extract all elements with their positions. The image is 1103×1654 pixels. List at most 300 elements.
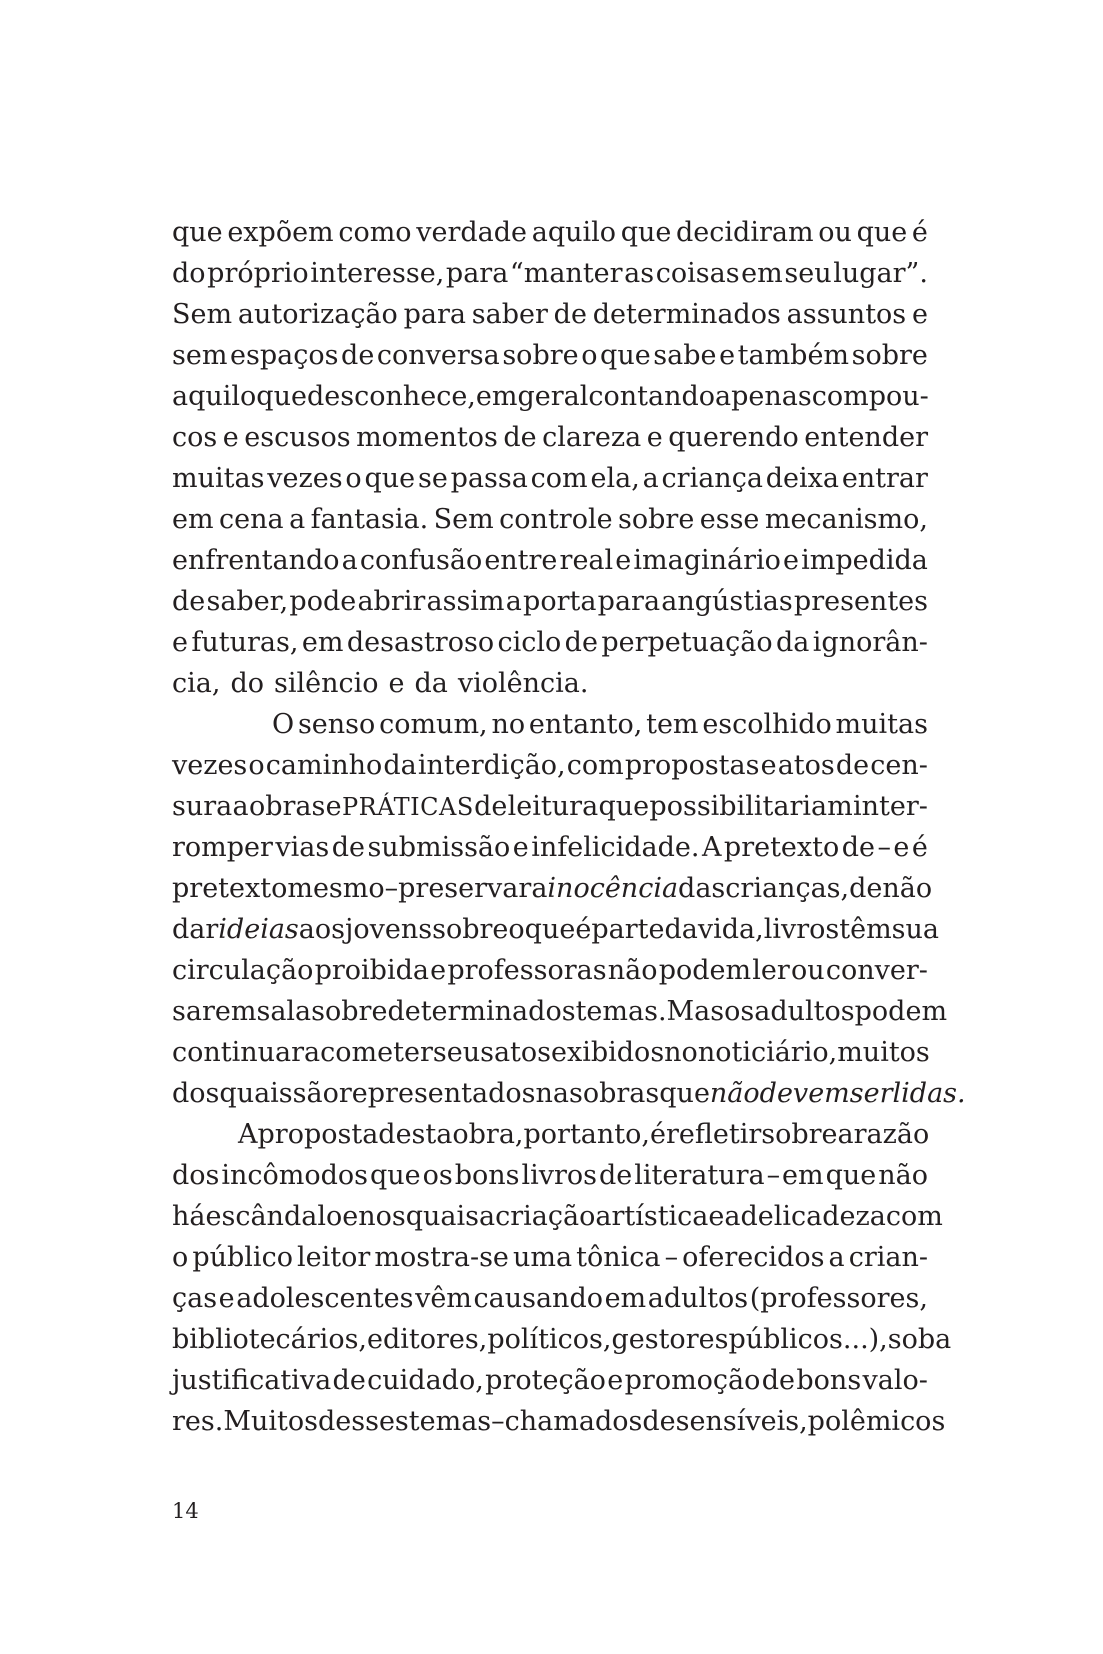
word: pretexto xyxy=(172,873,288,904)
small-caps-word: PRÁTICAS xyxy=(341,793,474,821)
word: próprio xyxy=(207,258,309,289)
word: sabe xyxy=(653,340,717,371)
text-line xyxy=(172,827,928,868)
word: vezes xyxy=(267,463,343,494)
word: dar xyxy=(172,914,219,945)
word: desconhece, xyxy=(306,381,476,412)
word: o xyxy=(508,914,525,945)
word: de xyxy=(849,873,883,904)
word: o xyxy=(345,463,362,494)
word: infelicidade. xyxy=(531,832,700,863)
word: ou xyxy=(791,955,825,986)
text-line xyxy=(172,1360,928,1401)
word: que xyxy=(620,217,672,248)
word: a xyxy=(935,1324,952,1355)
word: crian- xyxy=(848,1242,928,1273)
word: vida, xyxy=(697,914,764,945)
word: bons xyxy=(796,1365,862,1396)
word: proteção xyxy=(485,1365,606,1396)
word: leitor xyxy=(297,1242,371,1273)
word: é xyxy=(911,832,928,863)
word: sobre xyxy=(761,1119,838,1150)
word: entender xyxy=(804,422,928,453)
word: e xyxy=(893,832,910,863)
word: se xyxy=(417,463,448,494)
word: é xyxy=(575,914,592,945)
word: e xyxy=(615,545,632,576)
word: ela, xyxy=(590,463,640,494)
word: tônica xyxy=(576,1242,661,1273)
word: oferecidos xyxy=(682,1242,825,1273)
word: ler xyxy=(752,955,790,986)
word: fantasia. xyxy=(310,504,429,535)
word: e xyxy=(325,791,342,822)
word: em xyxy=(475,381,518,412)
word: noticiário, xyxy=(697,1037,838,1068)
word: quais xyxy=(219,1078,293,1109)
word: da xyxy=(414,668,448,699)
italic-word: não xyxy=(709,1078,760,1109)
word: coisas xyxy=(655,258,740,289)
word: sobre xyxy=(432,914,509,945)
word: circulação xyxy=(172,955,314,986)
word: a xyxy=(828,1242,845,1273)
word: que xyxy=(524,914,576,945)
word: e xyxy=(218,1283,235,1314)
word: quais xyxy=(405,1201,479,1232)
word: Mas xyxy=(666,996,725,1027)
word: com xyxy=(885,1201,943,1232)
word: Sem xyxy=(172,299,233,330)
word: que xyxy=(598,791,650,822)
word: porta xyxy=(523,586,597,617)
word: – xyxy=(491,1406,505,1437)
word: querendo xyxy=(668,422,799,453)
word: para xyxy=(403,299,466,330)
word: sob xyxy=(887,1324,936,1355)
word: conver- xyxy=(825,955,928,986)
word: jovens xyxy=(345,914,433,945)
word: pretexto xyxy=(723,832,840,863)
text-line xyxy=(172,950,928,991)
word: ou xyxy=(818,217,852,248)
word: dos xyxy=(172,1160,220,1191)
word: em xyxy=(782,1160,824,1191)
word: e xyxy=(222,422,239,453)
word: muitas xyxy=(835,709,928,740)
word: proposta xyxy=(257,1119,379,1150)
word: a xyxy=(642,463,659,494)
word: pode xyxy=(289,586,357,617)
word: cuidado, xyxy=(367,1365,484,1396)
word: assuntos xyxy=(786,299,907,330)
word: – xyxy=(766,1160,781,1191)
text-line xyxy=(172,745,928,786)
word: controle xyxy=(499,504,613,535)
word: no xyxy=(664,1037,698,1068)
italic-word: devem xyxy=(759,1078,850,1109)
word: determinados xyxy=(387,996,576,1027)
word: desta xyxy=(378,1119,453,1150)
italic-word: ideias xyxy=(218,914,299,945)
word: passa xyxy=(450,463,528,494)
word: enfrentando xyxy=(172,545,340,576)
word: dos xyxy=(172,1078,220,1109)
word: A xyxy=(701,832,722,863)
word: deixa xyxy=(765,463,839,494)
word: em xyxy=(604,1283,647,1314)
word: cia, xyxy=(172,668,221,699)
word: do xyxy=(230,668,264,699)
word: não xyxy=(882,873,933,904)
word: de xyxy=(341,340,375,371)
italic-word: inocência xyxy=(547,873,679,904)
word: que xyxy=(856,217,908,248)
word: há xyxy=(172,1201,206,1232)
word: de xyxy=(835,750,870,781)
word: e xyxy=(911,299,928,330)
word: das xyxy=(678,873,726,904)
word: sobre xyxy=(618,504,695,535)
word: artística xyxy=(595,1201,709,1232)
word: saber xyxy=(471,299,548,330)
word: imaginário xyxy=(633,545,781,576)
word: criação xyxy=(495,1201,596,1232)
word: o xyxy=(581,340,598,371)
word: – xyxy=(664,1242,679,1273)
word: abrir xyxy=(357,586,426,617)
word: os xyxy=(724,996,755,1027)
word: que xyxy=(364,463,416,494)
word: e xyxy=(719,340,736,371)
text-line xyxy=(172,417,928,458)
text-line xyxy=(172,663,928,704)
word: aos xyxy=(298,914,346,945)
text-line xyxy=(172,294,928,335)
word: públicos...), xyxy=(728,1324,888,1355)
word: sura xyxy=(172,791,233,822)
word: espaços xyxy=(230,340,339,371)
word: vêm xyxy=(415,1283,472,1314)
word: vezes xyxy=(172,750,248,781)
word: têm xyxy=(839,914,892,945)
word: atos xyxy=(493,1037,552,1068)
word: uma xyxy=(512,1242,573,1273)
word: podem xyxy=(658,955,752,986)
word: e xyxy=(783,545,799,576)
word: com xyxy=(530,463,588,494)
word: submissão xyxy=(367,832,511,863)
word: ças xyxy=(172,1283,218,1314)
word: entanto, xyxy=(528,709,643,740)
word: silêncio xyxy=(273,668,379,699)
word: sala xyxy=(256,996,312,1027)
word: saber, xyxy=(206,586,289,617)
word: nas xyxy=(535,1078,583,1109)
word: cometer xyxy=(320,1037,433,1068)
word: leitura xyxy=(507,791,599,822)
word: de xyxy=(564,627,598,658)
word: de xyxy=(331,832,365,863)
word: criança xyxy=(661,463,763,494)
word: sobre xyxy=(502,340,579,371)
word: para xyxy=(597,586,661,617)
text-line xyxy=(172,540,928,581)
word: expõem xyxy=(227,217,334,248)
word: para xyxy=(445,258,509,289)
word: presentes xyxy=(793,586,928,617)
word: crianças, xyxy=(725,873,850,904)
word: temas. xyxy=(575,996,667,1027)
word: preservar xyxy=(398,873,532,904)
word: gestores xyxy=(611,1324,729,1355)
word: entrar xyxy=(841,463,928,494)
word: apenas xyxy=(715,381,812,412)
word: Muitos xyxy=(223,1406,318,1437)
text-line xyxy=(172,1114,928,1155)
word: entre xyxy=(484,545,558,576)
word: obras xyxy=(582,1078,660,1109)
text-line xyxy=(172,1237,928,1278)
word: A xyxy=(238,1119,258,1150)
word: pou- xyxy=(868,381,929,412)
word: esse xyxy=(699,504,760,535)
word: Sem xyxy=(433,504,494,535)
word: professoras xyxy=(447,955,607,986)
text-line xyxy=(172,704,928,745)
word: a xyxy=(531,873,548,904)
text-line xyxy=(172,458,928,499)
word: a xyxy=(289,504,306,535)
text-line xyxy=(172,1319,952,1360)
word: adolescentes xyxy=(236,1283,414,1314)
text-line xyxy=(172,1155,928,1196)
word: com xyxy=(566,750,624,781)
word: desastroso xyxy=(346,627,495,658)
word: sobre xyxy=(311,996,388,1027)
word: conversa xyxy=(376,340,500,371)
text-line xyxy=(172,1401,946,1442)
word: que xyxy=(600,340,651,371)
word: e xyxy=(646,422,663,453)
word: que xyxy=(172,217,223,248)
word: com xyxy=(811,381,869,412)
text-line xyxy=(172,868,933,909)
word: refletir xyxy=(665,1119,762,1150)
word: de xyxy=(172,586,206,617)
word: sem xyxy=(172,340,228,371)
word: de xyxy=(599,1160,633,1191)
word: exibidos xyxy=(551,1037,665,1068)
word: obra, xyxy=(452,1119,524,1150)
word: vias xyxy=(275,832,330,863)
word: a xyxy=(505,586,522,617)
word: geral xyxy=(517,381,589,412)
word: interdição, xyxy=(417,750,566,781)
word: a xyxy=(724,1201,741,1232)
word: podem xyxy=(854,996,948,1027)
word: perpetuação xyxy=(601,627,773,658)
word: determinados xyxy=(592,299,781,330)
word: a xyxy=(232,791,249,822)
word: cos xyxy=(172,422,218,453)
word: seus xyxy=(432,1037,494,1068)
word: editores, xyxy=(367,1324,488,1355)
word: e xyxy=(607,1365,624,1396)
word: da xyxy=(776,627,810,658)
text-line xyxy=(172,991,948,1032)
word: a xyxy=(478,1201,496,1232)
word: é xyxy=(911,217,928,248)
word: – xyxy=(877,832,891,863)
word: aquilo xyxy=(172,381,257,412)
word: escolhido xyxy=(702,709,832,740)
word: sobre xyxy=(851,340,928,371)
word: que xyxy=(659,1078,710,1109)
word: chamados xyxy=(504,1406,643,1437)
word: que xyxy=(370,1160,421,1191)
word: em xyxy=(301,627,344,658)
word: mecanismo, xyxy=(764,504,928,535)
word: valo- xyxy=(862,1365,928,1396)
text-line xyxy=(172,335,928,376)
word: polêmicos xyxy=(807,1406,946,1437)
text-line xyxy=(172,212,928,253)
word: razão xyxy=(853,1119,930,1150)
word: escusos xyxy=(244,422,351,453)
word: os xyxy=(422,1160,453,1191)
text-line xyxy=(172,622,928,663)
text-line xyxy=(172,253,928,294)
word: sar xyxy=(172,996,215,1027)
word: escândalo xyxy=(205,1201,343,1232)
word: possibilitariam xyxy=(649,791,853,822)
word: momentos xyxy=(356,422,498,453)
word: seu xyxy=(784,258,832,289)
word: são xyxy=(292,1078,339,1109)
word: promoção xyxy=(624,1365,761,1396)
body-text xyxy=(172,212,966,1442)
word: clareza xyxy=(542,422,642,453)
text-line xyxy=(172,786,928,827)
text-line xyxy=(172,1196,943,1237)
text-line xyxy=(172,1032,928,1073)
word: no xyxy=(491,709,526,740)
word: ignorân- xyxy=(812,627,928,658)
text-line xyxy=(172,581,928,622)
word: e xyxy=(342,1201,359,1232)
word: incômodos xyxy=(221,1160,369,1191)
word: portanto, xyxy=(523,1119,650,1150)
word: de xyxy=(642,1406,676,1437)
word: delicadeza xyxy=(740,1201,886,1232)
word: muitas xyxy=(172,463,265,494)
word: que xyxy=(256,381,307,412)
word: muitos xyxy=(837,1037,930,1068)
word: políticos, xyxy=(487,1324,612,1355)
word: angústias xyxy=(661,586,793,617)
word: violência. xyxy=(457,668,589,699)
word: senso xyxy=(297,709,376,740)
word: – xyxy=(384,873,399,904)
text-line xyxy=(172,1278,928,1319)
word: confusão xyxy=(359,545,483,576)
word: continuar xyxy=(172,1037,305,1068)
word: obras xyxy=(248,791,326,822)
word: do xyxy=(172,258,206,289)
word: sua xyxy=(891,914,940,945)
word: em xyxy=(214,996,257,1027)
word: mostra-se xyxy=(374,1242,509,1273)
italic-word: lidas. xyxy=(892,1078,966,1109)
word: bons xyxy=(454,1160,520,1191)
word: e xyxy=(430,955,447,986)
word: em xyxy=(172,504,214,535)
word: o xyxy=(172,1242,189,1273)
word: o xyxy=(248,750,265,781)
word: representados xyxy=(338,1078,536,1109)
word: contando xyxy=(588,381,716,412)
word: não xyxy=(607,955,658,986)
word: “manter xyxy=(509,258,623,289)
word: atos xyxy=(777,750,835,781)
word: é xyxy=(650,1119,666,1150)
word: romper xyxy=(172,832,273,863)
word: de xyxy=(761,1365,796,1396)
page-number: 14 xyxy=(172,1499,199,1523)
word: sensíveis, xyxy=(675,1406,808,1437)
word: que xyxy=(825,1160,877,1191)
word: livros xyxy=(763,914,840,945)
word: de xyxy=(474,791,508,822)
word: livros xyxy=(521,1160,598,1191)
word: comum, xyxy=(379,709,488,740)
word: caminho xyxy=(265,750,383,781)
word: e xyxy=(388,668,405,699)
text-line xyxy=(172,1073,966,1114)
word: de xyxy=(503,422,537,453)
word: de xyxy=(553,299,587,330)
word: proibida xyxy=(314,955,429,986)
word: de xyxy=(332,1365,366,1396)
word: a xyxy=(341,545,358,576)
word: res. xyxy=(172,1406,224,1437)
word: decidiram xyxy=(676,217,814,248)
word: O xyxy=(272,709,295,740)
word: adultos xyxy=(754,996,855,1027)
word: interesse, xyxy=(310,258,445,289)
word: as xyxy=(624,258,655,289)
word: e xyxy=(760,750,777,781)
word: cen- xyxy=(870,750,928,781)
text-line xyxy=(172,499,928,540)
word: de xyxy=(841,832,875,863)
word: e xyxy=(512,832,529,863)
word: desses xyxy=(317,1406,409,1437)
word: (professores, xyxy=(749,1283,928,1314)
word: bibliotecários, xyxy=(172,1324,368,1355)
word: adultos xyxy=(647,1283,749,1314)
word: temas xyxy=(408,1406,492,1437)
word: literatura xyxy=(634,1160,765,1191)
word: ciclo xyxy=(497,627,562,658)
word: futuras, xyxy=(191,627,299,658)
word: cena xyxy=(219,504,284,535)
word: propostas xyxy=(624,750,760,781)
word: parte xyxy=(591,914,665,945)
word: impedida xyxy=(801,545,928,576)
word: público xyxy=(192,1242,293,1273)
